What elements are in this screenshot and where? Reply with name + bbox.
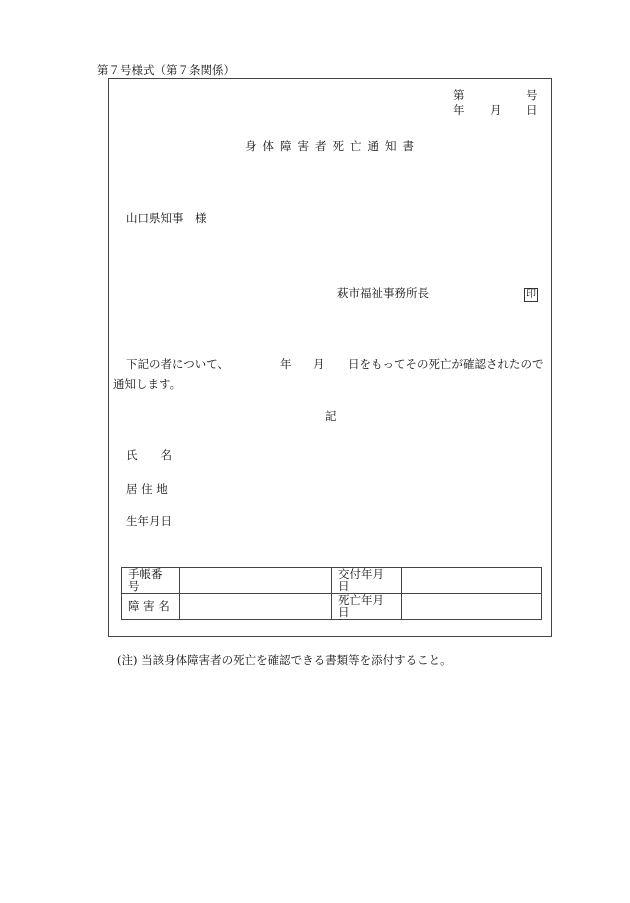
table-row [122, 594, 542, 620]
document-title: 身体障害者死亡通知書 [245, 139, 420, 153]
disability-name-label: 障 害 名 [122, 594, 180, 620]
seal-mark: 印 [526, 289, 536, 300]
addressee: 山口県知事 様 [126, 211, 207, 225]
form-label: 第７号様式（第７条関係） [97, 63, 235, 77]
techo-number-value[interactable] [180, 568, 332, 594]
death-date-label: 死亡年月日 [332, 594, 402, 620]
death-date-value[interactable] [402, 594, 542, 620]
date-year: 年 [453, 103, 465, 117]
doc-number-go: 号 [526, 88, 538, 102]
body-line2: 通知します。 [113, 377, 182, 391]
field-birthdate-label: 生年月日 [126, 514, 172, 528]
date-day: 日 [526, 103, 538, 117]
issue-date-value[interactable] [402, 568, 542, 594]
disability-name-value[interactable] [180, 594, 332, 620]
ki-heading: 記 [325, 409, 337, 423]
sender-name: 萩市福祉事務所長 [337, 286, 429, 300]
footnote: (注) 当該身体障害者の死亡を確認できる書類等を添付すること。 [117, 653, 452, 667]
field-address-label: 居 住 地 [126, 482, 168, 496]
body-line1-suffix: 日をもってその死亡が確認されたので [348, 357, 544, 371]
body-line1-year: 年 [280, 357, 292, 371]
body-line1-month: 月 [313, 357, 325, 371]
techo-number-label: 手帳番号 [122, 568, 180, 594]
field-name-label: 氏 名 [126, 448, 172, 462]
doc-number-dai: 第 [453, 88, 465, 102]
date-month: 月 [490, 103, 502, 117]
issue-date-label: 交付年月日 [332, 568, 402, 594]
info-table [121, 567, 542, 620]
table-row [122, 568, 542, 594]
body-line1-prefix: 下記の者について、 [126, 357, 230, 371]
